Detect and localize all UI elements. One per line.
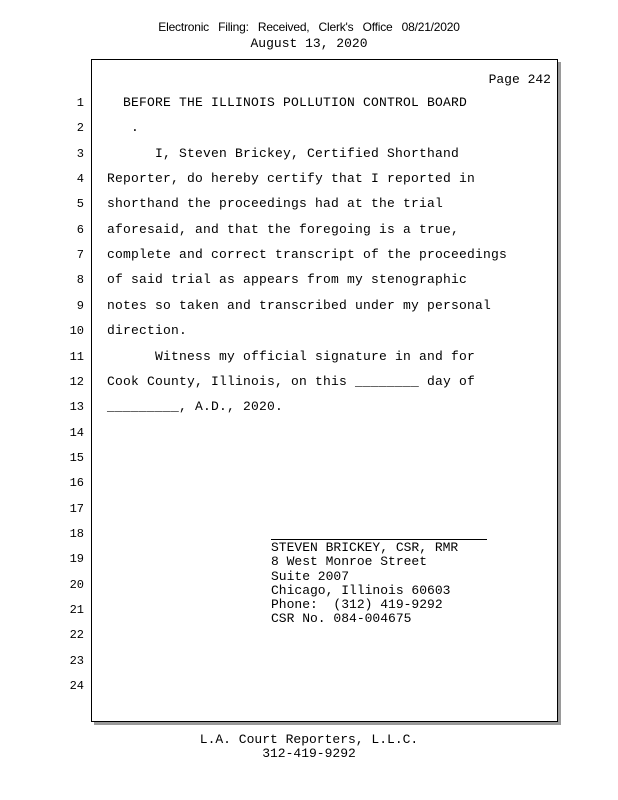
line-number: 11 — [69, 350, 84, 364]
transcript-line-text: _________, A.D., 2020. — [107, 399, 284, 414]
line-number: 12 — [69, 375, 84, 389]
line-number: 1 — [76, 96, 84, 110]
transcript-line-text: Cook County, Illinois, on this ________ day of — [107, 374, 476, 389]
transcript-line-text: direction. — [107, 323, 188, 338]
transcript-line-text: BEFORE THE ILLINOIS POLLUTION CONTROL BOARD — [107, 95, 468, 110]
line-number: 5 — [76, 197, 84, 211]
line-number: 20 — [69, 578, 84, 592]
transcript-line-text: notes so taken and transcribed under my personal — [107, 298, 492, 313]
reporter-address-street: 8 West Monroe Street — [271, 554, 428, 570]
transcript-line-text: Witness my official signature in and for — [107, 349, 476, 364]
filing-stamp: Electronic Filing: Received, Clerk's Office 08/21/2020 — [158, 20, 460, 34]
line-number: 16 — [69, 476, 84, 490]
filed-date: August 13, 2020 — [250, 36, 368, 51]
line-number: 8 — [76, 273, 84, 287]
line-number: 13 — [69, 400, 84, 414]
reporter-csr-number: CSR No. 084-004675 — [271, 611, 412, 627]
transcript-line-text: shorthand the proceedings had at the trial — [107, 196, 444, 211]
line-number: 6 — [76, 223, 84, 237]
line-number: 4 — [76, 172, 84, 186]
signature-block — [271, 541, 458, 627]
line-number: 17 — [69, 502, 84, 516]
line-number: 10 — [69, 324, 84, 338]
line-number: 19 — [69, 552, 84, 566]
line-number: 24 — [69, 679, 84, 693]
reporter-address-suite: Suite 2007 — [271, 568, 350, 584]
line-number: 23 — [69, 654, 84, 668]
transcript-line-text: . — [107, 120, 140, 135]
reporter-phone: Phone: (312) 419-9292 — [271, 597, 443, 613]
line-number: 3 — [76, 147, 84, 161]
line-number: 18 — [69, 527, 84, 541]
line-number: 2 — [76, 121, 84, 135]
transcript-line-text: I, Steven Brickey, Certified Shorthand — [107, 146, 460, 161]
line-number: 22 — [69, 628, 84, 642]
line-number: 9 — [76, 299, 84, 313]
line-number: 7 — [76, 248, 84, 262]
transcript-line-text: aforesaid, and that the foregoing is a true, — [107, 222, 460, 237]
line-number: 14 — [69, 426, 84, 440]
line-number: 15 — [69, 451, 84, 465]
line-number: 21 — [69, 603, 84, 617]
transcript-line-text: complete and correct transcript of the proceedings — [107, 247, 508, 262]
footer-company: L.A. Court Reporters, L.L.C. — [199, 732, 419, 747]
reporter-name: STEVEN BRICKEY, CSR, RMR — [271, 540, 459, 555]
transcript-line-text: Reporter, do hereby certify that I reported in — [107, 171, 476, 186]
transcript-line-text: of said trial as appears from my stenographic — [107, 272, 468, 287]
footer-phone: 312-419-9292 — [262, 746, 356, 761]
reporter-address-city: Chicago, Illinois 60603 — [271, 582, 451, 598]
page-number: Page 242 — [488, 72, 551, 87]
